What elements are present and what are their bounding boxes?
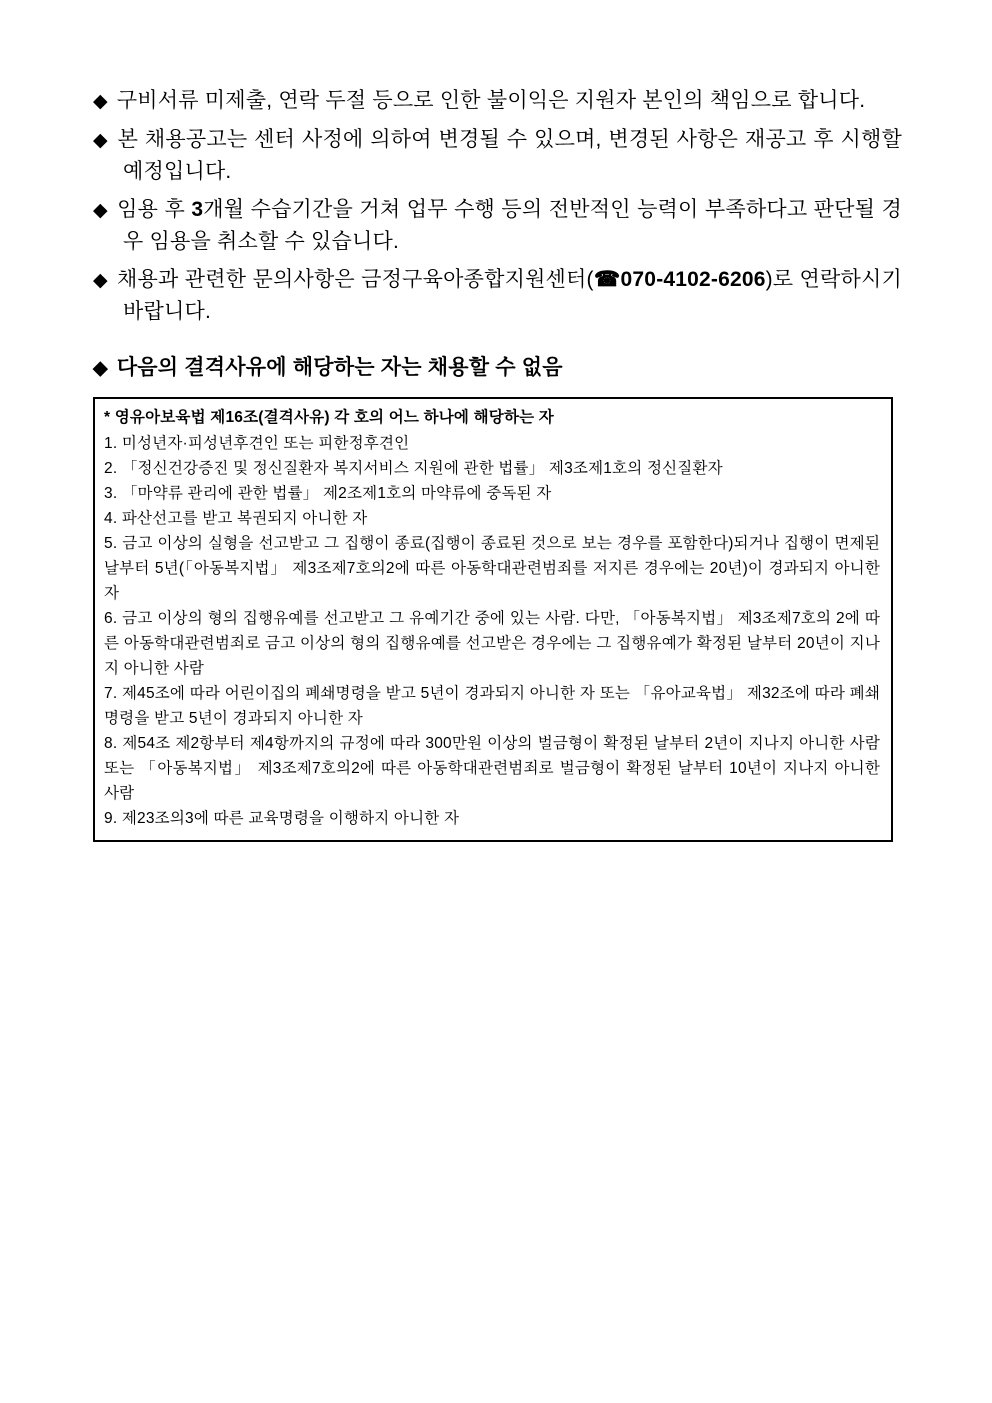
notice-text: )로 연락하시기 바랍니다.	[123, 268, 902, 323]
box-header-law-reference: * 영유아보육법 제16조(결격사유) 각 호의 어느 하나에 해당하는 자	[104, 409, 554, 426]
disqualification-item-5: 5. 금고 이상의 실형을 선고받고 그 집행이 종료(집행이 종료된 것으로 보는 경우를 포함한다)되거나 집행이 면제된 날부터 5년(「아동복지법」 제3조제7호의2에 따른 아동학대관련범죄를 저지른 경우에는 20년)이 경과되지 아니한 자	[104, 535, 880, 602]
disqualification-box	[93, 397, 893, 842]
disqualification-item-9: 9. 제23조의3에 따른 교육명령을 이행하지 아니한 자	[104, 810, 460, 827]
contact-phone-number: ☎070-4102-6206	[593, 268, 766, 291]
diamond-bullet-icon: ◆	[93, 130, 109, 151]
notice-text: 구비서류 미제출, 연락 두절 등으로 인한 불이익은 지원자 본인의 책임으로 합니다.	[116, 89, 866, 112]
notice-bullet-changes	[93, 124, 902, 187]
section-heading-text: 다음의 결격사유에 해당하는 자는 채용할 수 없음	[116, 356, 563, 379]
notice-text: 본 채용공고는 센터 사정에 의하여 변경될 수 있으며, 변경된 사항은 재공고 후 시행할 예정입니다.	[117, 128, 902, 183]
section-heading-disqualification	[93, 351, 902, 385]
notice-bullet-documents	[93, 85, 902, 117]
disqualification-item-1: 1. 미성년자·피성년후견인 또는 피한정후견인	[104, 435, 410, 452]
disqualification-item-6: 6. 금고 이상의 형의 집행유예를 선고받고 그 유예기간 중에 있는 사람. 다만, 「아동복지법」 제3조제7호의 2에 따른 아동학대관련범죄로 금고 이상의 형의 집행유예를 선고받은 경우에는 그 집행유예가 확정된 날부터 20년이 지나지 아니한 사람	[104, 610, 880, 677]
notice-text-bold: 3	[191, 198, 204, 221]
notice-text: 임용 후	[117, 198, 192, 221]
notice-bullet-contact	[93, 264, 902, 327]
diamond-bullet-icon: ◆	[93, 358, 108, 379]
notice-text: 채용과 관련한 문의사항은 금정구육아종합지원센터(	[117, 268, 594, 291]
disqualification-item-4: 4. 파산선고를 받고 복권되지 아니한 자	[104, 510, 368, 527]
notice-bullet-probation	[93, 194, 902, 257]
diamond-bullet-icon: ◆	[93, 270, 109, 291]
diamond-bullet-icon: ◆	[93, 200, 109, 221]
disqualification-item-2: 2. 「정신건강증진 및 정신질환자 복지서비스 지원에 관한 법률」 제3조제1호의 정신질환자	[104, 460, 723, 477]
disqualification-item-7: 7. 제45조에 따라 어린이집의 폐쇄명령을 받고 5년이 경과되지 아니한 자 또는 「유아교육법」 제32조에 따라 폐쇄명령을 받고 5년이 경과되지 아니한 자	[104, 685, 880, 727]
disqualification-item-8: 8. 제54조 제2항부터 제4항까지의 규정에 따라 300만원 이상의 벌금형이 확정된 날부터 2년이 지나지 아니한 사람 또는 「아동복지법」 제3조제7호의2에 따른 아동학대관련범죄로 벌금형이 확정된 날부터 10년이 지나지 아니한 사람	[104, 735, 880, 802]
disqualification-item-3: 3. 「마약류 관리에 관한 법률」 제2조제1호의 마약류에 중독된 자	[104, 485, 552, 502]
notice-text: 개월 수습기간을 거쳐 업무 수행 등의 전반적인 능력이 부족하다고 판단될 경우 임용을 취소할 수 있습니다.	[123, 198, 902, 253]
diamond-bullet-icon: ◆	[93, 91, 108, 112]
